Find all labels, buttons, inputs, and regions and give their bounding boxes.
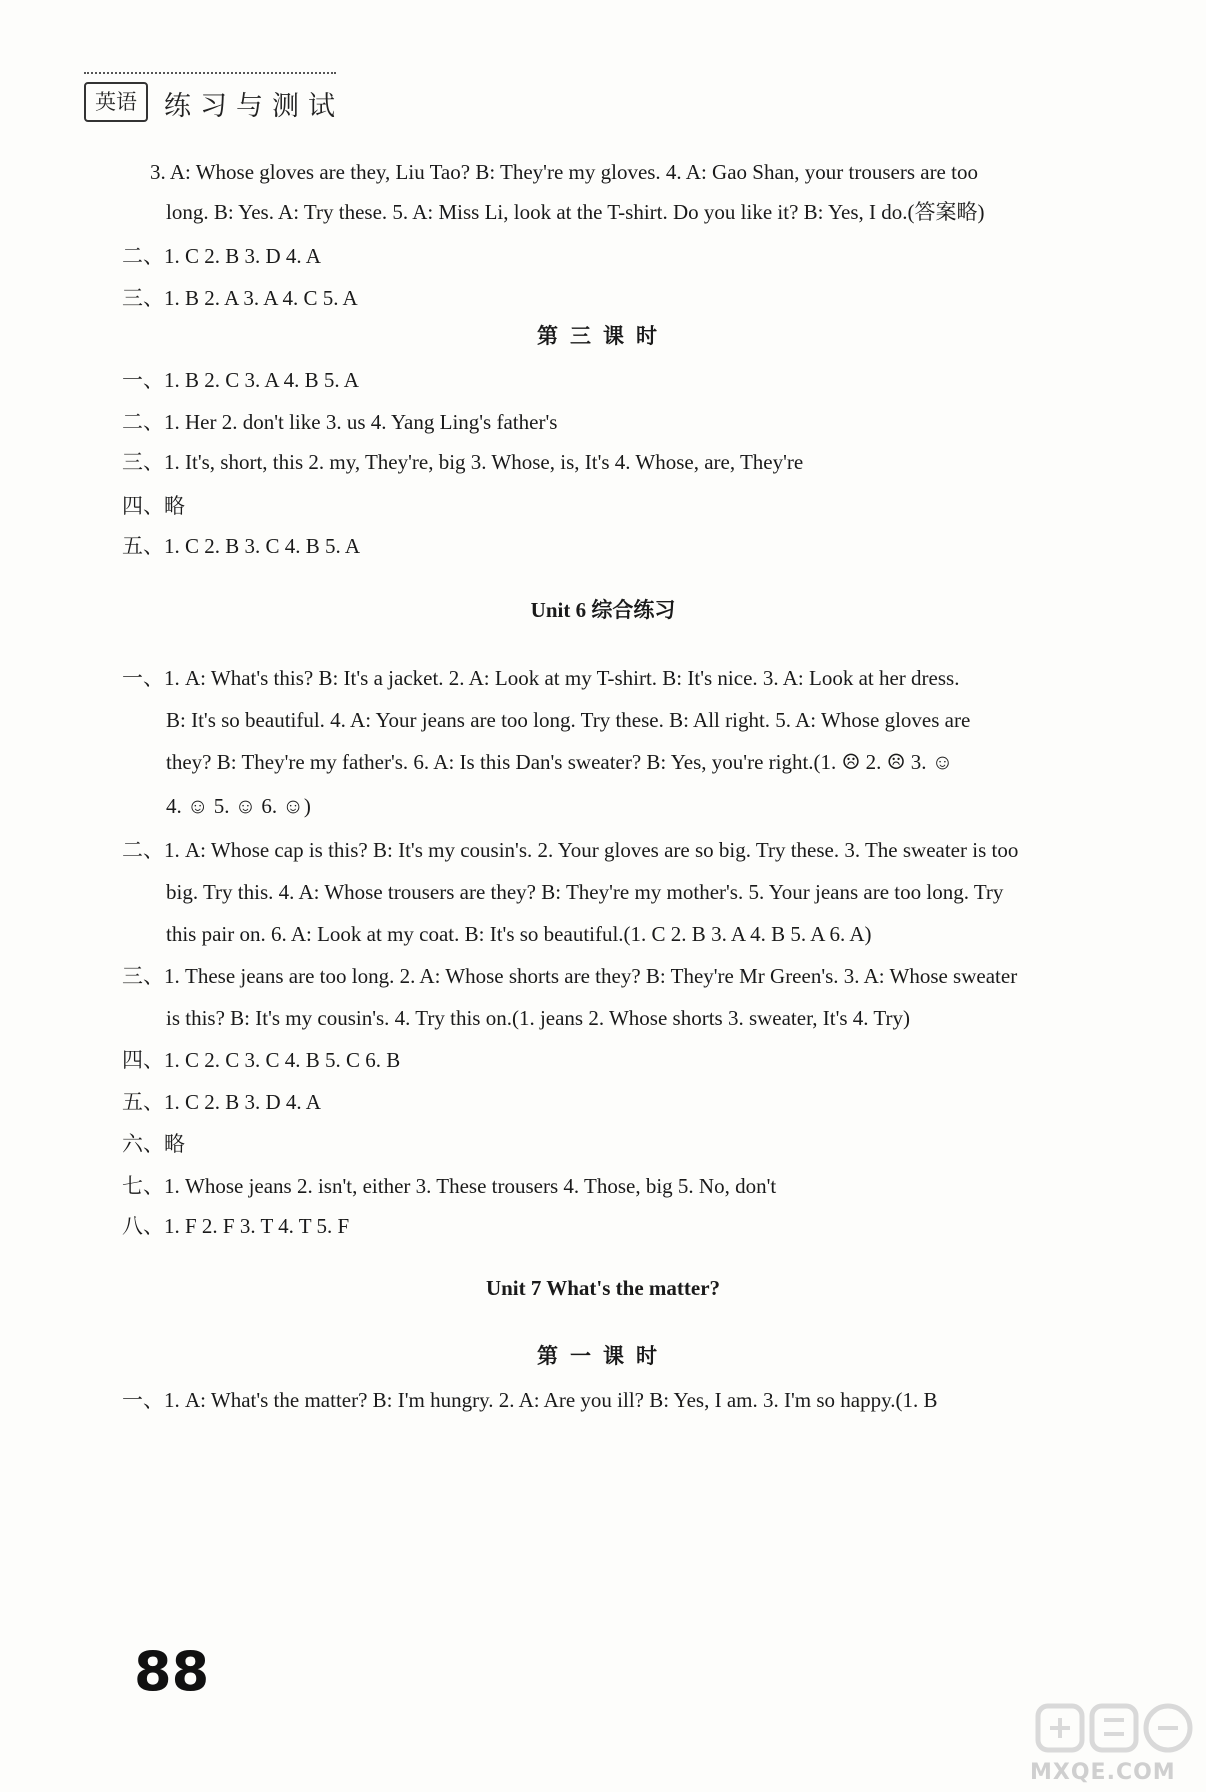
answer-line: B: It's so beautiful. 4. A: Your jeans are too long. Try these. B: All right. 5. A: Whose gloves are (166, 708, 971, 732)
answer-line: 一、1. A: What's the matter? B: I'm hungry. 2. A: Are you ill? B: Yes, I am. 3. I'm so happy.(1. B (122, 1388, 938, 1412)
answer-line: 八、1. F 2. F 3. T 4. T 5. F (122, 1214, 350, 1238)
subject-label: 英语 (84, 82, 148, 122)
unit-heading: Unit 6 综合练习 (530, 598, 676, 622)
answer-line: 一、1. B 2. C 3. A 4. B 5. A (122, 368, 359, 392)
answer-line: 六、略 (122, 1132, 185, 1156)
answer-line: 三、1. B 2. A 3. A 4. C 5. A (122, 286, 358, 310)
answer-line: 二、1. A: Whose cap is this? B: It's my cousin's. 2. Your gloves are so big. Try these. 3. The sweater is too (122, 838, 1019, 862)
lesson-heading: 第一课时 (537, 1344, 669, 1368)
answer-line: 二、1. Her 2. don't like 3. us 4. Yang Ling's father's (122, 410, 558, 434)
answer-line: 四、1. C 2. C 3. C 4. B 5. C 6. B (122, 1048, 401, 1072)
answer-line: 3. A: Whose gloves are they, Liu Tao? B: They're my gloves. 4. A: Gao Shan, your trousers are too (150, 160, 978, 184)
answer-line: 三、1. These jeans are too long. 2. A: Whose shorts are they? B: They're Mr Green's. 3. A: Whose sweater (122, 964, 1018, 988)
unit-heading: Unit 7 What's the matter? (485, 1276, 721, 1300)
answer-line: 七、1. Whose jeans 2. isn't, either 3. These trousers 4. Those, big 5. No, don't (122, 1174, 777, 1198)
answer-line: is this? B: It's my cousin's. 4. Try this on.(1. jeans 2. Whose shorts 3. sweater, It's 4. Try) (166, 1006, 910, 1030)
page-number: 88 (134, 1640, 210, 1703)
answer-line: 4. ☺ 5. ☺ 6. ☺) (166, 794, 311, 818)
answer-line: this pair on. 6. A: Look at my coat. B: It's so beautiful.(1. C 2. B 3. A 4. B 5. A 6. A) (166, 922, 872, 946)
answer-line: 一、1. A: What's this? B: It's a jacket. 2. A: Look at my T-shirt. B: It's nice. 3. A: Look at her dress. (122, 666, 960, 690)
answer-line: 三、1. It's, short, this 2. my, They're, big 3. Whose, is, It's 4. Whose, are, They're (122, 450, 804, 474)
watermark-url: MXQE.COM (1030, 1760, 1176, 1785)
answer-line: long. B: Yes. A: Try these. 5. A: Miss Li, look at the T-shirt. Do you like it? B: Yes, I do.(答案略) (166, 200, 985, 224)
answer-line: 五、1. C 2. B 3. C 4. B 5. A (122, 534, 361, 558)
lesson-heading: 第三课时 (537, 324, 669, 348)
book-title: 练习与测试 (164, 91, 344, 122)
answer-line: 二、1. C 2. B 3. D 4. A (122, 244, 321, 268)
header-dotted-rule (84, 72, 336, 74)
answer-line: they? B: They're my father's. 6. A: Is this Dan's sweater? B: Yes, you're right.(1. ☹ 2. ☹ 3. ☺ (166, 750, 954, 774)
answer-line: 五、1. C 2. B 3. D 4. A (122, 1090, 321, 1114)
answer-line: big. Try this. 4. A: Whose trousers are they? B: They're my mother's. 5. Your jeans are too long. Try (166, 880, 1004, 904)
answer-line: 四、略 (122, 494, 185, 518)
